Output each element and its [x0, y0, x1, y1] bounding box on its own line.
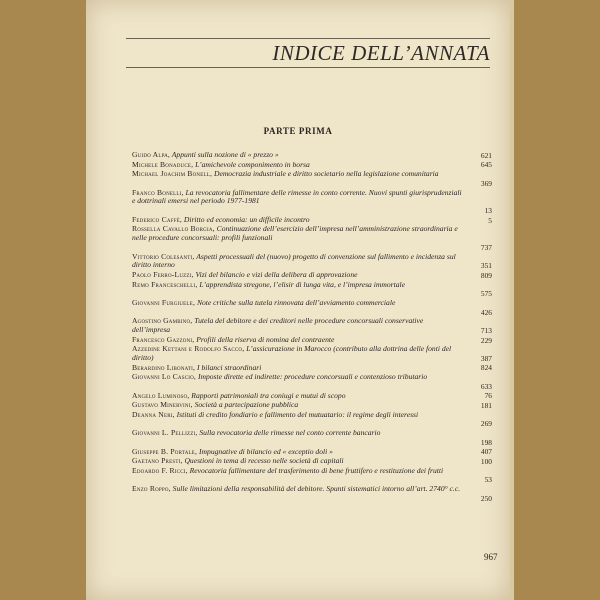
- entry-page: 633: [480, 381, 492, 391]
- index-list: [132, 150, 492, 504]
- entry-title: L’assicurazione in Marocco (contributo alla dottrina delle fonti del diritto): [132, 344, 452, 363]
- section-title: PARTE PRIMA: [263, 126, 333, 136]
- entry-page: 76: [484, 391, 492, 401]
- entry-page: 645: [480, 160, 492, 170]
- entry-author: Franco Bonelli,: [132, 187, 184, 197]
- entry-page: 369: [480, 178, 492, 188]
- book-page: [86, 0, 510, 600]
- entry-author: Angelo Luminoso,: [132, 390, 190, 400]
- entry-page: 575: [480, 289, 492, 299]
- index-entry: [132, 224, 492, 252]
- index-entry: [132, 372, 492, 391]
- index-entry: [132, 344, 492, 363]
- entry-author: Enzo Roppo,: [132, 484, 171, 494]
- entry-title: Democrazia industriale e diritto societario nella legislazione comunitaria: [212, 169, 439, 179]
- index-entry: [132, 251, 492, 271]
- entry-page: 53: [484, 475, 492, 485]
- entry-author: Vittorio Colesanti,: [132, 251, 195, 261]
- entry-author: Michael Joachim Bonell,: [132, 169, 213, 179]
- entry-page: 809: [480, 270, 492, 280]
- entry-title: Vizi del bilancio e vizi della delibera di approvazione: [193, 269, 358, 279]
- entry-page: 351: [480, 261, 492, 271]
- entry-page: 621: [480, 150, 492, 160]
- entry-title: Aspetti processuali del (nuovo) progetto di convenzione sul fallimento e incidenza sul diritto interno: [132, 251, 456, 270]
- entry-author: Giuseppe B. Portale,: [132, 446, 198, 456]
- entry-author: Gaetano Presti,: [132, 456, 183, 466]
- entry-title: Istituti di credito fondiario e fallimento del mutuatario: il regime degli interessi: [174, 409, 419, 419]
- index-entry: [132, 187, 492, 216]
- entry-title: L’apprendista stregone, l’elisir di lunga vita, e l’impresa immortale: [197, 279, 405, 289]
- entry-author: Gustavo Minervini,: [132, 400, 193, 410]
- entry-page: 387: [480, 353, 492, 363]
- entry-title: I bilanci straordinari: [195, 362, 262, 372]
- index-entry: [132, 297, 492, 317]
- entry-page: 13: [484, 205, 492, 215]
- entry-title: Sulle limitazioni della responsabilità del debitore. Spunti sistematici intorno all’art. 2740° c.c.: [170, 484, 461, 494]
- entry-page: 229: [480, 335, 492, 345]
- page-edge: [510, 0, 514, 600]
- entry-title: Diritto ed economia: un difficile incontro: [181, 214, 310, 224]
- entry-title: Questioni in tema di recesso nelle società di capitali: [182, 456, 344, 466]
- index-entry: [132, 409, 492, 429]
- entry-page: 824: [480, 363, 492, 373]
- header-top-rule: [126, 38, 490, 39]
- entry-title: La revocatoria fallimentare delle rimesse in conto corrente. Nuovi spunti giurisprudenziali e dottrinali emersi nel periodo 1977-1981: [132, 187, 462, 206]
- page-title: INDICE DELL’ANNATA: [272, 41, 490, 65]
- entry-page: 198: [480, 437, 492, 447]
- entry-title: Profili della riserva di nomina del contraente: [194, 334, 335, 344]
- entry-page: 407: [480, 447, 492, 457]
- entry-author: Giovanni Lo Cascio,: [132, 372, 197, 382]
- entry-author: Agostino Gambino,: [132, 316, 193, 326]
- entry-title: Note critiche sulla tutela rinnovata dell’avviamento commerciale: [195, 297, 396, 307]
- entry-page: 181: [480, 401, 492, 411]
- entry-title: Rapporti patrimoniali tra coniugi e mutui di scopo: [189, 390, 346, 400]
- header-bottom-rule: [126, 67, 490, 68]
- entry-title: Continuazione dell’esercizio dell’impresa nell’amministrazione straordinaria e nelle procedure concorsuali: profili funzionali: [132, 224, 458, 243]
- entry-author: Remo Franceschelli,: [132, 279, 198, 289]
- entry-title: Tutela del debitore e dei creditori nelle procedure concorsuali conservative dell’impresa: [132, 316, 424, 335]
- index-entry: [132, 428, 492, 447]
- entry-title: Revocatoria fallimentare del trasferimento di bene fruttifero e restituzione dei frutti: [187, 465, 444, 475]
- entry-page: 713: [480, 325, 492, 335]
- entry-page: 737: [480, 242, 492, 252]
- entry-author: Deanna Neri,: [132, 409, 175, 419]
- entry-page: 250: [480, 493, 492, 503]
- entry-title: Società a partecipazione pubblica: [192, 400, 299, 410]
- page-number: 967: [484, 552, 498, 562]
- entry-author: Federico Caffè,: [132, 214, 182, 224]
- entry-author: Berardino Libonati,: [132, 362, 196, 372]
- entry-page: 5: [488, 215, 492, 225]
- entry-title: Sulla revocatoria delle rimesse nel conto corrente bancario: [197, 428, 381, 438]
- entry-page: 269: [480, 419, 492, 429]
- entry-title: L’amichevole componimento in borsa: [193, 159, 310, 169]
- entry-author: Edoardo F. Ricci,: [132, 465, 188, 475]
- entry-author: Francesco Gazzoni,: [132, 334, 195, 344]
- entry-author: Giovanni Furgiuele,: [132, 297, 196, 307]
- entry-author: Giovanni L. Pellizzi,: [132, 428, 198, 438]
- entry-page: 100: [480, 457, 492, 467]
- index-entry: [132, 169, 492, 188]
- index-entry: [132, 484, 492, 503]
- index-entry: [132, 279, 492, 299]
- entry-author: Azzedine Kettani e Rodolfo Sacco,: [132, 344, 245, 354]
- entry-title: Imposte dirette ed indirette: procedure concorsuali e contenzioso tributario: [196, 372, 428, 382]
- index-entry: [132, 465, 492, 485]
- entry-author: Guido Alpa,: [132, 150, 171, 159]
- entry-author: Michele Bonaduce,: [132, 159, 194, 169]
- entry-title: Appunti sulla nozione di « prezzo »: [170, 150, 279, 159]
- index-entry: [132, 316, 492, 335]
- entry-title: Impugnative di bilancio ed « exceptio doli »: [197, 446, 333, 456]
- entry-author: Paolo Ferro-Luzzi,: [132, 269, 194, 279]
- entry-author: Rossella Cavallo Borgia,: [132, 224, 215, 234]
- entry-page: 426: [480, 307, 492, 317]
